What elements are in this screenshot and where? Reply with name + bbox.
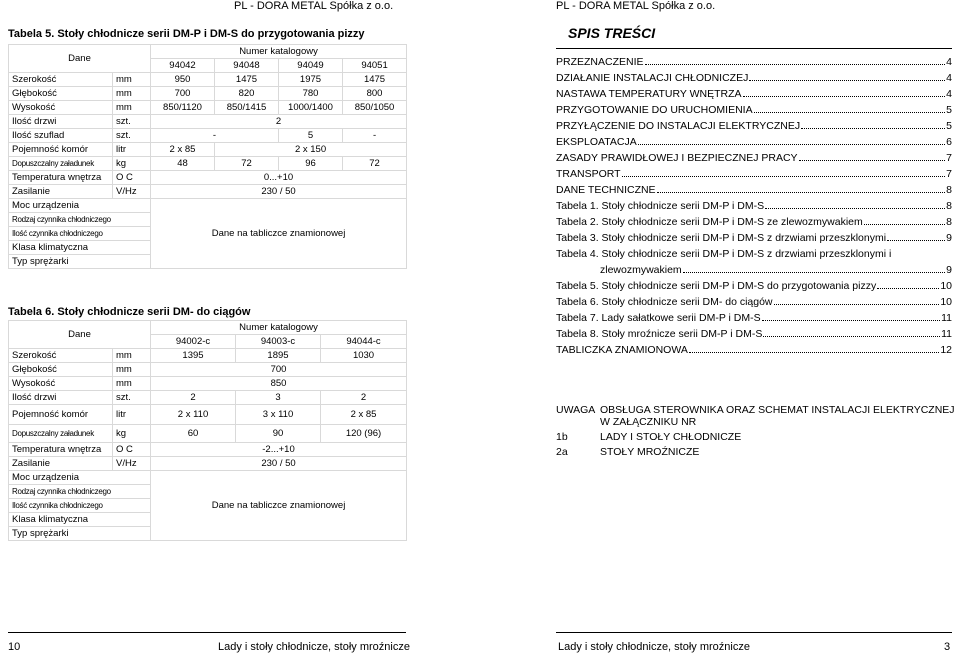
cell: 1475 <box>343 73 407 87</box>
row-label: Ilość drzwi <box>9 115 113 129</box>
table-row <box>9 157 407 171</box>
table-row <box>9 457 407 471</box>
row-label: Pojemność komór <box>9 143 113 157</box>
toc-leader-dots <box>765 208 945 209</box>
toc-entry[interactable] <box>556 260 952 276</box>
toc-entry[interactable] <box>556 68 952 84</box>
table-row <box>9 363 407 377</box>
cell: 780 <box>279 87 343 101</box>
toc-entry-label: Tabela 5. Stoły chłodnicze serii DM-P i DM-S do przygotowania pizzy <box>556 280 877 292</box>
cell: 1395 <box>151 349 236 363</box>
toc-leader-dots <box>763 336 940 337</box>
table6-model: 94044-c <box>321 335 407 349</box>
row-unit: litr <box>113 143 151 157</box>
toc-leader-dots <box>774 304 940 305</box>
cell: 820 <box>215 87 279 101</box>
table-row <box>9 73 407 87</box>
toc-entry[interactable] <box>556 292 952 308</box>
toc-entry-label: PRZEZNACZENIE <box>556 56 644 68</box>
row-unit: litr <box>113 405 151 425</box>
footer-title-right: Lady i stoły chłodnicze, stoły mroźnicze <box>558 641 750 653</box>
header-company-right: PL - DORA METAL Spółka z o.o. <box>556 0 716 12</box>
appendix-item-text: LADY I STOŁY CHŁODNICZE <box>600 431 742 443</box>
cell: 72 <box>343 157 407 171</box>
appendix-item-key: 1b <box>556 431 568 443</box>
toc-entry[interactable] <box>556 324 952 340</box>
footer-divider-right <box>556 632 952 633</box>
table5 <box>8 44 407 269</box>
table5-model: 94048 <box>215 59 279 73</box>
table-row <box>9 143 407 157</box>
cell: 5 <box>279 129 343 143</box>
cell: 90 <box>236 425 321 443</box>
table-row <box>9 405 407 425</box>
cell: 850/1120 <box>151 101 215 115</box>
cell: 0...+10 <box>151 171 407 185</box>
row-label: Zasilanie <box>9 457 113 471</box>
row-unit: O C <box>113 443 151 457</box>
cell: 700 <box>151 87 215 101</box>
cell: 850/1415 <box>215 101 279 115</box>
toc-entry-page: 8 <box>946 200 952 212</box>
toc-title: SPIS TREŚCI <box>568 25 656 41</box>
row-label: Rodzaj czynnika chłodniczego <box>9 485 151 499</box>
footer-page-number-right: 3 <box>944 641 951 653</box>
table-row <box>9 185 407 199</box>
row-label: Klasa klimatyczna <box>9 513 151 527</box>
cell: 96 <box>279 157 343 171</box>
row-label: Ilość drzwi <box>9 391 113 405</box>
toc-entry[interactable] <box>556 116 952 132</box>
row-label: Moc urządzenia <box>9 471 151 485</box>
row-label: Głębokość <box>9 87 113 101</box>
toc-entry[interactable] <box>556 212 952 228</box>
table5-model: 94042 <box>151 59 215 73</box>
toc-entry-page: 5 <box>946 104 952 116</box>
toc-entry-label: DANE TECHNICZNE <box>556 184 656 196</box>
cell: 2 x 110 <box>151 405 236 425</box>
row-unit: mm <box>113 73 151 87</box>
cell: 850 <box>151 377 407 391</box>
table5-title: Tabela 5. Stoły chłodnicze serii DM-P i DM-S do przygotowania pizzy <box>8 28 365 40</box>
cell: 230 / 50 <box>151 185 407 199</box>
row-label: Rodzaj czynnika chłodniczego <box>9 213 151 227</box>
cell: 1475 <box>215 73 279 87</box>
toc-leader-dots <box>645 64 946 65</box>
cell: 2 x 85 <box>321 405 407 425</box>
row-label: Pojemność komór <box>9 405 113 425</box>
table-row <box>9 471 407 485</box>
appendix-text: OBSŁUGA STEROWNIKA ORAZ SCHEMAT INSTALACJI ELEKTRYCZNEJ <box>600 404 955 416</box>
toc-leader-dots <box>622 176 946 177</box>
cell: 3 <box>236 391 321 405</box>
toc-entry[interactable] <box>556 180 952 196</box>
toc-entry-page: 12 <box>940 344 952 356</box>
toc-entry[interactable] <box>556 244 952 260</box>
table5-dane-header: Dane <box>9 45 151 73</box>
cell: 700 <box>151 363 407 377</box>
toc-entry[interactable] <box>556 196 952 212</box>
toc-entry-label: PRZYGOTOWANIE DO URUCHOMIENIA <box>556 104 753 116</box>
toc-entry-label: Tabela 4. Stoły chłodnicze serii DM-P i DM-S z drzwiami przeszklonymi i <box>556 248 892 260</box>
row-unit: mm <box>113 363 151 377</box>
row-unit: szt. <box>113 115 151 129</box>
toc-divider <box>556 48 952 49</box>
toc-leader-dots <box>799 160 946 161</box>
cell: 800 <box>343 87 407 101</box>
toc-entry[interactable] <box>556 340 952 356</box>
toc-entry-label: Tabela 2. Stoły chłodnicze serii DM-P i DM-S ze zlewozmywakiem <box>556 216 863 228</box>
toc-entry-page: 7 <box>946 152 952 164</box>
table-row <box>9 115 407 129</box>
cell: 48 <box>151 157 215 171</box>
toc-entry[interactable] <box>556 132 952 148</box>
table-row <box>9 349 407 363</box>
toc-entry-page: 10 <box>940 280 952 292</box>
cell: 1895 <box>236 349 321 363</box>
row-label: Temperatura wnętrza <box>9 171 113 185</box>
toc-leader-dots <box>762 320 940 321</box>
toc-leader-dots <box>689 352 939 353</box>
toc-entry-label: TRANSPORT <box>556 168 621 180</box>
appendix-key: UWAGA <box>556 404 596 416</box>
cell: - <box>151 129 279 143</box>
toc-entry-label: EKSPLOATACJA <box>556 136 637 148</box>
toc-entry-page: 9 <box>946 264 952 276</box>
toc-leader-dots <box>657 192 946 193</box>
table-row <box>9 391 407 405</box>
appendix-item-text: STOŁY MROŹNICZE <box>600 446 700 458</box>
table5-model: 94051 <box>343 59 407 73</box>
footer-page-number-left: 10 <box>8 641 21 653</box>
toc-entry-page: 6 <box>946 136 952 148</box>
footer-title-left: Lady i stoły chłodnicze, stoły mroźnicze <box>218 641 410 653</box>
toc-entry-page: 11 <box>941 328 952 340</box>
row-label: Klasa klimatyczna <box>9 241 151 255</box>
cell: 60 <box>151 425 236 443</box>
cell: 230 / 50 <box>151 457 407 471</box>
appendix-item-key: 2a <box>556 446 568 458</box>
row-label: Dopuszczalny załadunek <box>9 425 113 443</box>
row-label: Wysokość <box>9 101 113 115</box>
cell: 72 <box>215 157 279 171</box>
toc-entry-page: 7 <box>946 168 952 180</box>
cell: 850/1050 <box>343 101 407 115</box>
toc-entry-label: Tabela 3. Stoły chłodnicze serii DM-P i DM-S z drzwiami przeszklonymi <box>556 232 887 244</box>
cell: 2 <box>151 115 407 129</box>
toc-leader-dots <box>754 112 946 113</box>
row-unit: mm <box>113 87 151 101</box>
cell: 120 (96) <box>321 425 407 443</box>
toc-entry-label: Tabela 7. Lady sałatkowe serii DM-P i DM-S <box>556 312 761 324</box>
toc-entry-label: Tabela 1. Stoły chłodnicze serii DM-P i DM-S <box>556 200 765 212</box>
row-unit: mm <box>113 349 151 363</box>
table6-model: 94002-c <box>151 335 236 349</box>
cell: 950 <box>151 73 215 87</box>
row-label: Zasilanie <box>9 185 113 199</box>
toc-entry[interactable] <box>556 52 952 68</box>
toc-leader-dots <box>877 288 939 289</box>
table5-catalog-header: Numer katalogowy <box>151 45 407 59</box>
appendix-note <box>556 404 956 458</box>
toc-entry-page: 8 <box>946 216 952 228</box>
table-row <box>9 377 407 391</box>
cell: 1000/1400 <box>279 101 343 115</box>
toc-entry-page: 4 <box>946 72 952 84</box>
toc-leader-dots <box>864 224 945 225</box>
toc-leader-dots <box>887 240 945 241</box>
toc-leader-dots <box>749 80 945 81</box>
cell: 2 <box>151 391 236 405</box>
toc-entry[interactable] <box>556 164 952 180</box>
cell: 1975 <box>279 73 343 87</box>
cell: 3 x 110 <box>236 405 321 425</box>
table6-title: Tabela 6. Stoły chłodnicze serii DM- do ciągów <box>8 306 251 318</box>
toc-entry-page: 8 <box>946 184 952 196</box>
toc-leader-dots <box>743 96 946 97</box>
toc-entry[interactable] <box>556 100 952 116</box>
toc-entry-page: 10 <box>940 296 952 308</box>
table6-catalog-header: Numer katalogowy <box>151 321 407 335</box>
table-row <box>9 425 407 443</box>
appendix-text: W ZAŁĄCZNIKU NR <box>600 416 697 428</box>
toc-entry-label: zlewozmywakiem <box>600 264 682 276</box>
toc-entry-label: ZASADY PRAWIDŁOWEJ I BEZPIECZNEJ PRACY <box>556 152 798 164</box>
toc-entry[interactable] <box>556 148 952 164</box>
row-label: Ilość czynnika chłodniczego <box>9 499 151 513</box>
table-row <box>9 87 407 101</box>
nameplate-note: Dane na tabliczce znamionowej <box>151 199 407 269</box>
toc-leader-dots <box>683 272 945 273</box>
toc-entry-page: 11 <box>941 312 952 324</box>
row-unit: kg <box>113 157 151 171</box>
row-label: Temperatura wnętrza <box>9 443 113 457</box>
row-label: Szerokość <box>9 73 113 87</box>
table6-model: 94003-c <box>236 335 321 349</box>
table-row <box>9 171 407 185</box>
table5-model: 94049 <box>279 59 343 73</box>
table6-dane-header: Dane <box>9 321 151 349</box>
row-unit: O C <box>113 171 151 185</box>
row-label: Głębokość <box>9 363 113 377</box>
row-label: Moc urządzenia <box>9 199 151 213</box>
toc-entry-label: DZIAŁANIE INSTALACJI CHŁODNICZEJ <box>556 72 749 84</box>
toc-leader-dots <box>801 128 945 129</box>
row-unit: mm <box>113 101 151 115</box>
cell: 2 x 150 <box>215 143 407 157</box>
footer-divider-left <box>8 632 406 633</box>
cell: - <box>343 129 407 143</box>
table-row <box>9 443 407 457</box>
toc-leader-dots <box>638 144 945 145</box>
row-unit: szt. <box>113 129 151 143</box>
table-row <box>9 101 407 115</box>
cell: 1030 <box>321 349 407 363</box>
row-label: Ilość szuflad <box>9 129 113 143</box>
row-label: Wysokość <box>9 377 113 391</box>
row-unit: mm <box>113 377 151 391</box>
toc-entry-page: 9 <box>946 232 952 244</box>
row-label: Szerokość <box>9 349 113 363</box>
table-row <box>9 129 407 143</box>
toc-entry-page: 4 <box>946 88 952 100</box>
toc-entry-label: PRZYŁĄCZENIE DO INSTALACJI ELEKTRYCZNEJ <box>556 120 801 132</box>
toc-entry-label: Tabela 6. Stoły chłodnicze serii DM- do ciągów <box>556 296 773 308</box>
toc-entry[interactable] <box>556 308 952 324</box>
row-label: Ilość czynnika chłodniczego <box>9 227 151 241</box>
header-company-left: PL - DORA METAL Spółka z o.o. <box>234 0 394 12</box>
cell: 2 x 85 <box>151 143 215 157</box>
cell: -2...+10 <box>151 443 407 457</box>
toc-entry-label: TABLICZKA ZNAMIONOWA <box>556 344 688 356</box>
cell: 2 <box>321 391 407 405</box>
row-label: Dopuszczalny załadunek <box>9 157 113 171</box>
toc-entry-label: NASTAWA TEMPERATURY WNĘTRZA <box>556 88 742 100</box>
toc-entry-page: 4 <box>946 56 952 68</box>
toc-entry-page: 5 <box>946 120 952 132</box>
toc-entry-label: Tabela 8. Stoły mroźnicze serii DM-P i DM-S <box>556 328 763 340</box>
nameplate-note: Dane na tabliczce znamionowej <box>151 471 407 541</box>
row-unit: V/Hz <box>113 185 151 199</box>
row-label: Typ sprężarki <box>9 255 151 269</box>
table-of-contents <box>556 52 952 356</box>
table-row <box>9 199 407 213</box>
table6 <box>8 320 407 541</box>
row-unit: kg <box>113 425 151 443</box>
toc-entry[interactable] <box>556 276 952 292</box>
row-unit: V/Hz <box>113 457 151 471</box>
row-label: Typ sprężarki <box>9 527 151 541</box>
row-unit: szt. <box>113 391 151 405</box>
toc-entry[interactable] <box>556 84 952 100</box>
toc-entry[interactable] <box>556 228 952 244</box>
